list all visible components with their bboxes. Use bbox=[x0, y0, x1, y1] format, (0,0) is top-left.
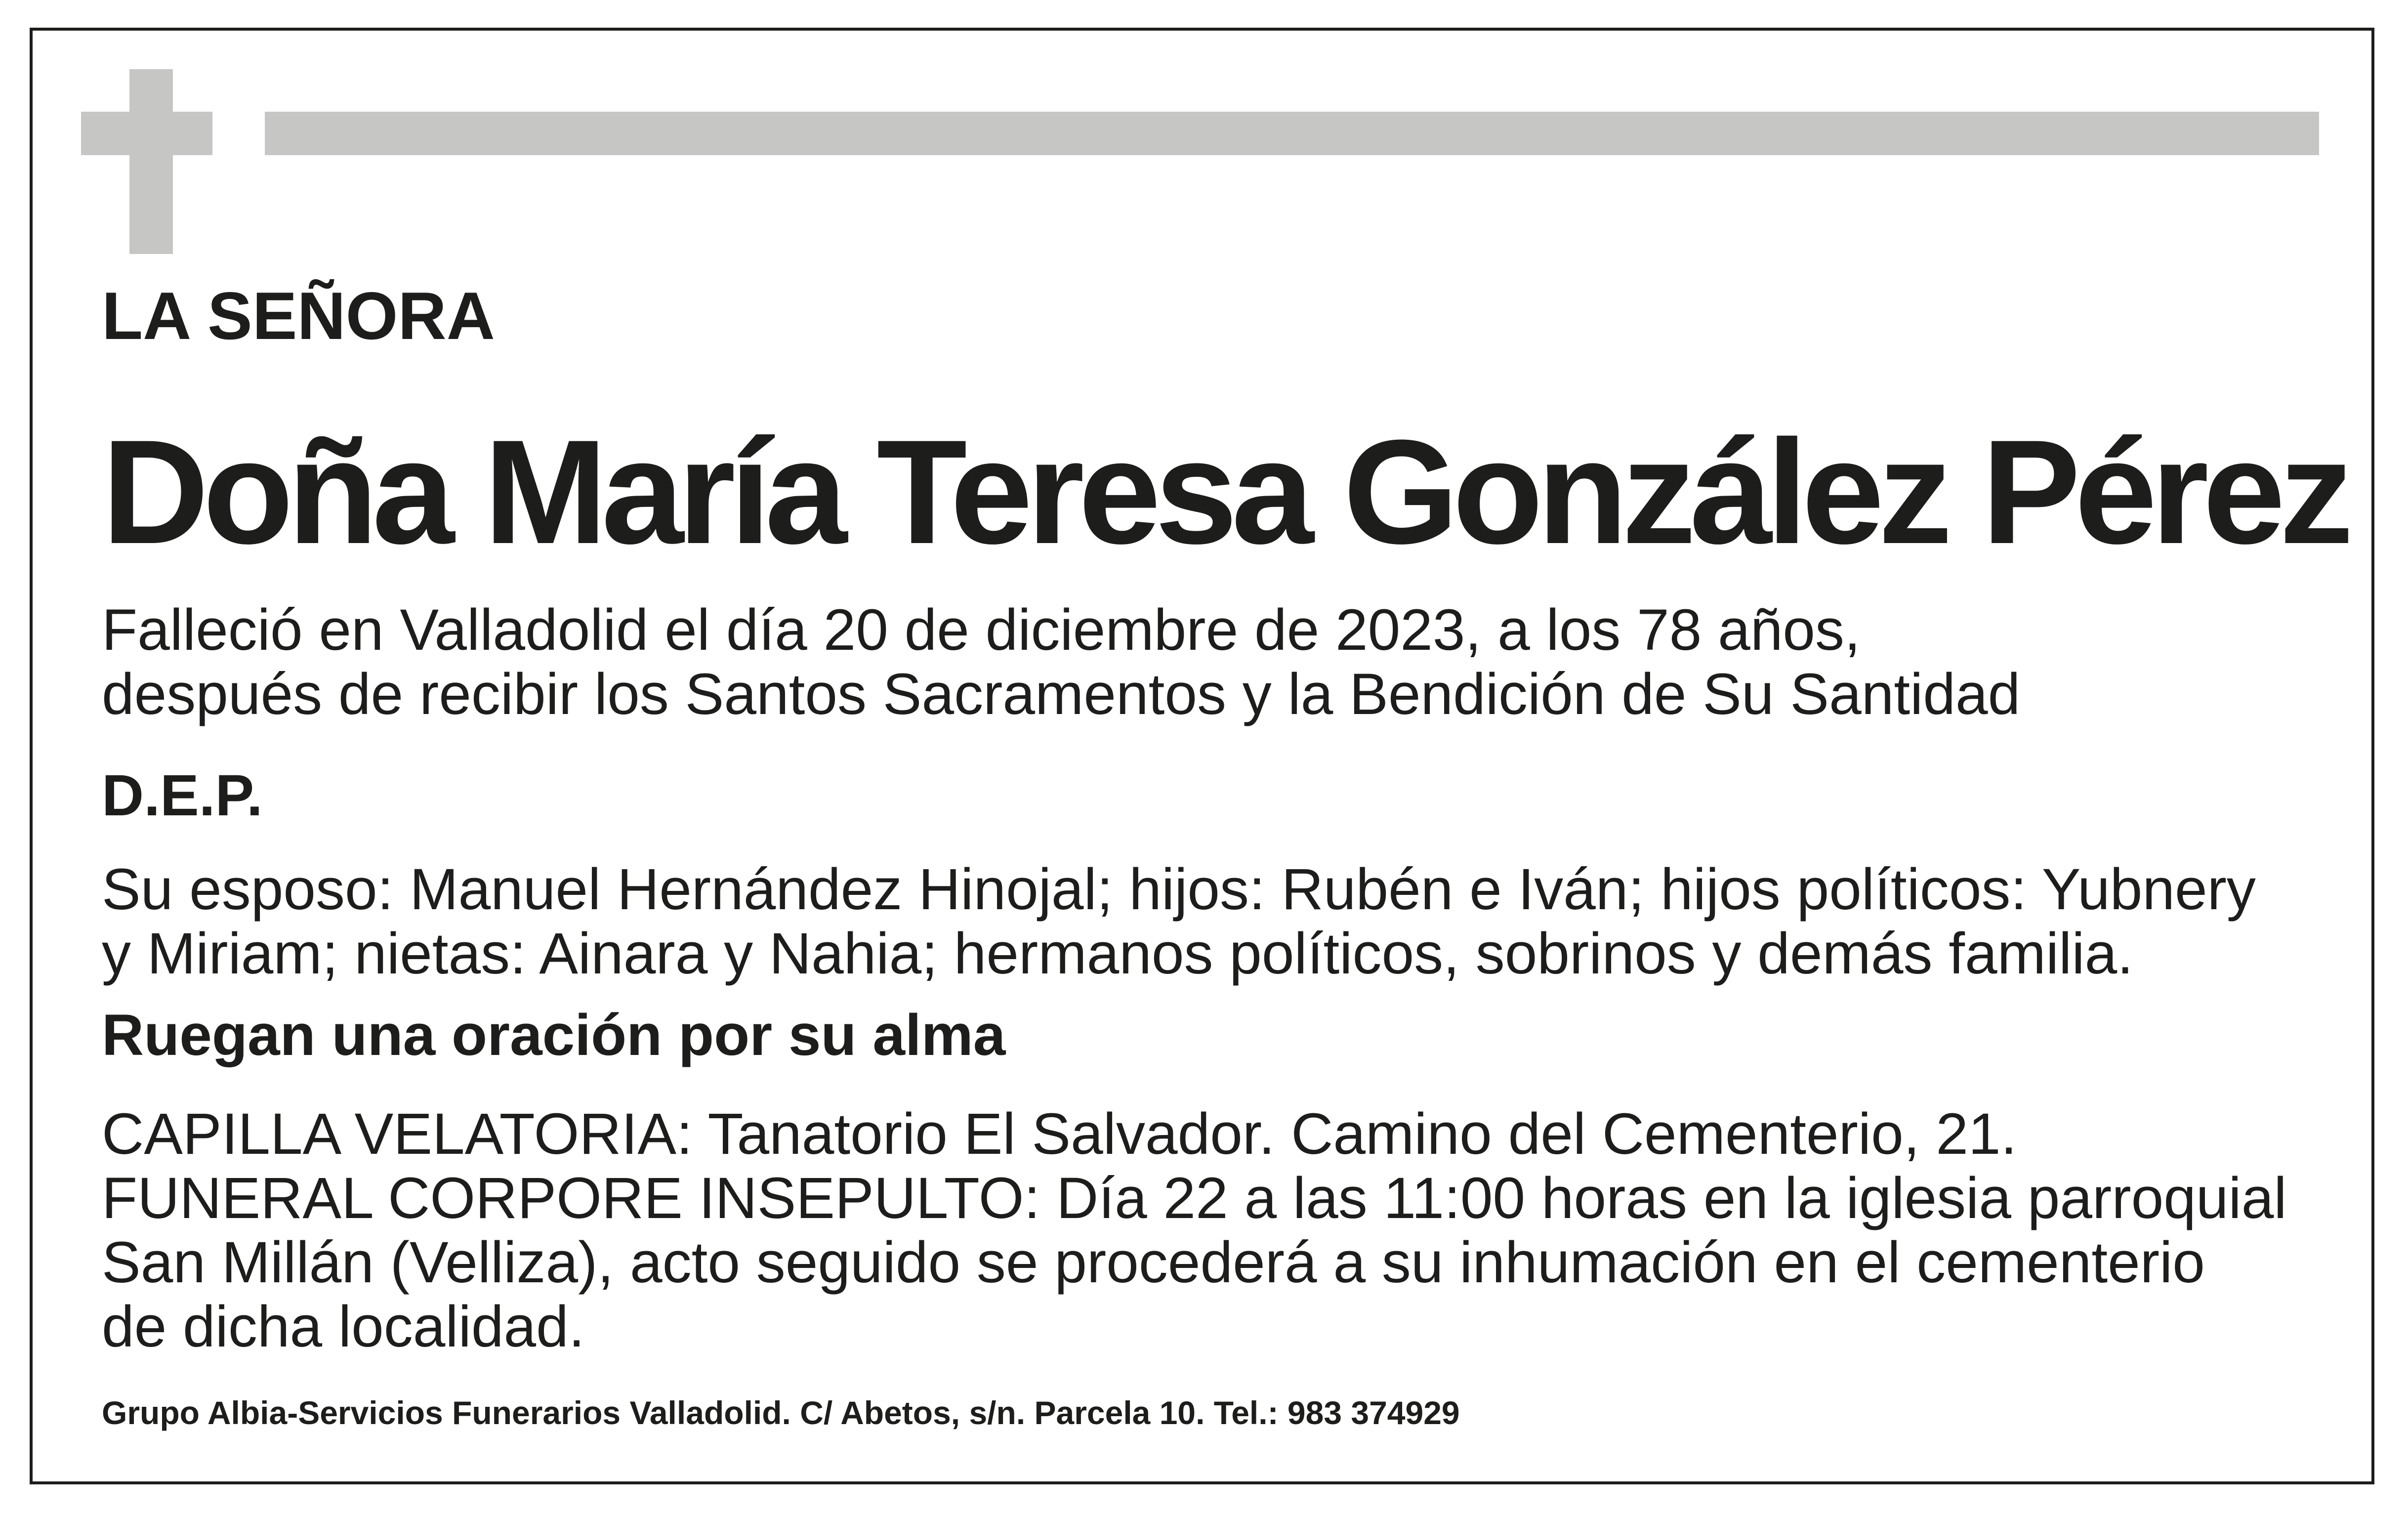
service-details: CAPILLA VELATORIA: Tanatorio El Salvador. Camino del Cementerio, 21. FUNERAL CORPORE INSEPULTO: Día 22 a las 11:00 horas en la iglesia parroquial San Millán (Velliza), acto seguido se procederá a su inhumación en el cementerio de dicha localidad. bbox=[102, 1101, 2287, 1359]
cross-horizontal-bar bbox=[81, 112, 212, 155]
funeral-home-footer: Grupo Albia-Servicios Funerarios Valladolid. C/ Abetos, s/n. Parcela 10. Tel.: 983 374929 bbox=[102, 1394, 1460, 1431]
notice-title: LA SEÑORA bbox=[102, 278, 495, 353]
family-list: Su esposo: Manuel Hernández Hinojal; hijos: Rubén e Iván; hijos políticos: Yubnery y Miriam; nietas: Ainara y Nahia; hermanos políticos, sobrinos y demás familia. bbox=[102, 857, 2256, 986]
deceased-name: Doña María Teresa González Pérez bbox=[102, 409, 2348, 575]
header-rule bbox=[265, 112, 2319, 155]
rip-text: D.E.P. bbox=[102, 763, 263, 828]
prayer-request: Ruegan una oración por su alma bbox=[102, 1003, 1006, 1068]
death-info: Falleció en Valladolid el día 20 de diciembre de 2023, a los 78 años, después de recibir los Santos Sacramentos y la Bendición de Su Santidad bbox=[102, 597, 2021, 727]
cross-vertical-bar bbox=[129, 69, 173, 254]
